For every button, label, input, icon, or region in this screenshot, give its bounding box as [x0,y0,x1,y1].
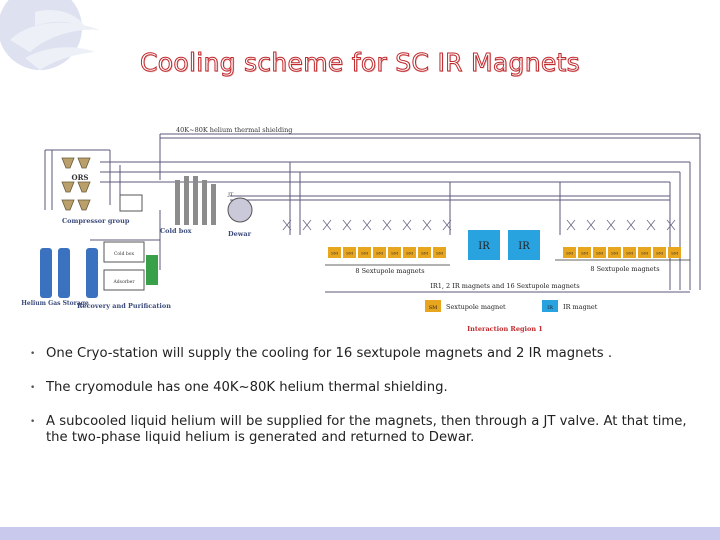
svg-text:SM: SM [331,250,338,256]
svg-text:SM: SM [428,305,438,311]
small-box2-label: Adsorber [113,280,135,285]
helium-storage-tanks [40,248,70,298]
legend-ir-text: IR magnet [563,303,598,311]
svg-text:SM: SM [346,250,353,256]
legend-sm-text: Sextupole magnet [446,303,506,311]
svg-text:SM: SM [596,250,603,256]
svg-text:SM: SM [656,250,663,256]
bullet-item: • A subcooled liquid helium will be supplied for the magnets, then through a JT valve. At that time, the two-phase liquid helium is generated and returned to Dewar. [30,414,687,445]
cooling-scheme-diagram [0,110,720,340]
region-label: Interaction Region 1 [467,325,543,333]
svg-text:SM: SM [376,250,383,256]
ors-label: ORS [71,173,89,182]
svg-text:IR: IR [547,305,553,311]
bullet-list [30,346,710,464]
svg-text:SM: SM [626,250,633,256]
bullet-item: • The cryomodule has one 40K~80K helium thermal shielding. [30,380,448,395]
recovery-label: Recovery and Purification [77,302,171,310]
svg-text:SM: SM [671,250,678,256]
slide-title: Cooling scheme for SC IR Magnets [140,48,580,77]
svg-text:IR: IR [478,241,490,252]
small-box1-label: Cold box [113,252,135,257]
svg-text:SM: SM [581,250,588,256]
svg-text:SM: SM [391,250,398,256]
jt-label: JT [228,192,234,198]
ir-summary-label: IR1, 2 IR magnets and 16 Sextupole magnets [430,282,580,290]
sextupole-group-left-label: 8 Sextupole magnets [355,267,425,275]
bullet-item: • One Cryo-station will supply the cooling for 16 sextupole magnets and 2 IR magnets . [30,346,613,361]
footer-bar [0,527,720,540]
svg-text:SM: SM [436,250,443,256]
svg-text:SM: SM [641,250,648,256]
helium-storage-label: Helium Gas Storage [21,300,89,307]
cold-box-label: Cold box [160,227,192,235]
sextupole-group-right-label: 8 Sextupole magnets [590,265,660,273]
svg-text:SM: SM [361,250,368,256]
dewar-label: Dewar [228,230,252,238]
svg-text:SM: SM [421,250,428,256]
svg-text:SM: SM [566,250,573,256]
compressor-label: Compressor group [62,217,130,225]
svg-text:IR: IR [518,241,530,252]
svg-text:SM: SM [406,250,413,256]
svg-text:SM: SM [611,250,618,256]
thermal-shield-label: 40K~80K helium thermal shielding [176,126,293,134]
